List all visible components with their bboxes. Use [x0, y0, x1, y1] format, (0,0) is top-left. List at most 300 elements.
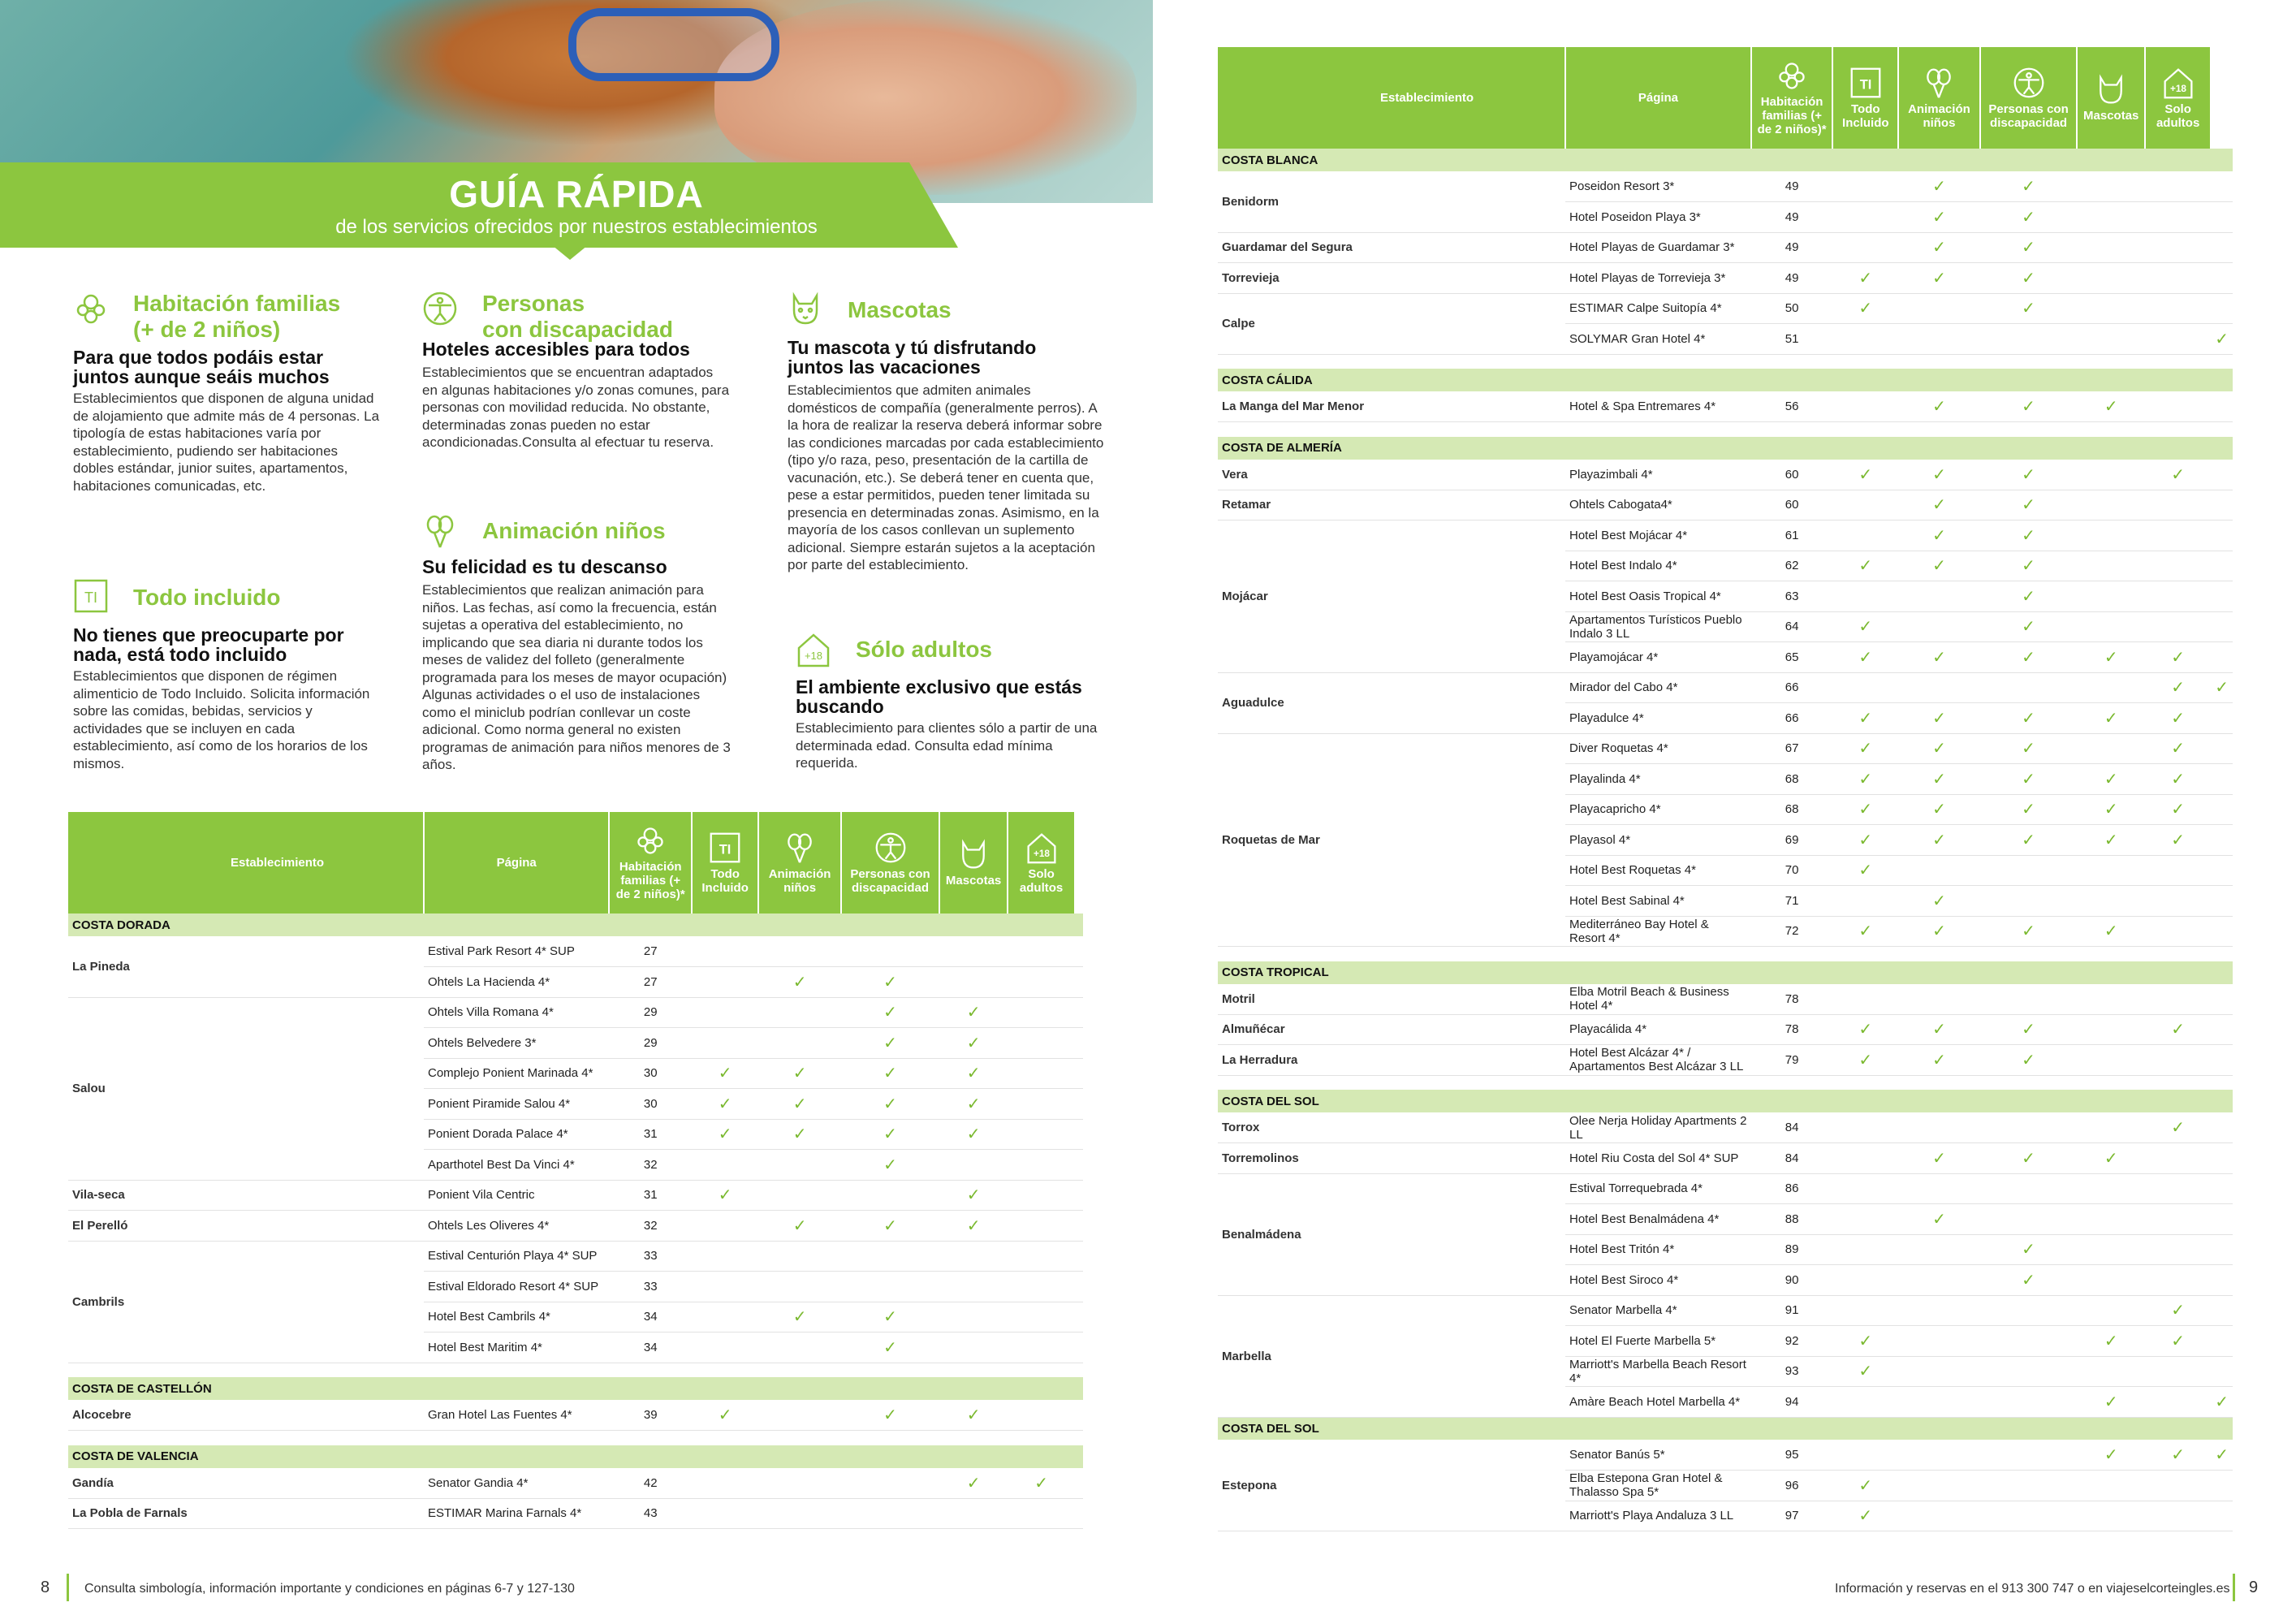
table-row	[1218, 733, 2233, 764]
page-cell: 39	[609, 1400, 692, 1431]
service-cell	[1008, 967, 1075, 998]
page-cell: 69	[1751, 825, 1832, 856]
service-cell	[2145, 764, 2211, 795]
table-row	[1218, 490, 2233, 520]
header-todo-incluido	[692, 812, 758, 914]
location-cell: Gandía	[68, 1468, 424, 1499]
check-icon: ✓	[1932, 801, 1946, 819]
check-icon: ✓	[1932, 1149, 1946, 1168]
service-cell	[1898, 855, 1979, 886]
page-cell: 27	[609, 936, 692, 967]
service-cell	[2077, 672, 2145, 703]
pet-icon	[943, 838, 1003, 870]
check-icon: ✓	[2022, 208, 2035, 227]
service-cell	[2145, 611, 2211, 642]
service-cell	[1980, 581, 2078, 612]
service-cell	[841, 1028, 939, 1059]
service-cell	[2145, 1440, 2211, 1471]
hotel-name: Mirador del Cabo 4*	[1565, 672, 1751, 703]
service-cell	[2145, 1173, 2211, 1204]
service-cell	[1832, 916, 1898, 947]
service-cell	[1832, 460, 1898, 490]
service-cell	[1980, 1471, 2078, 1501]
service-cell	[1980, 1440, 2078, 1471]
service-cell	[1832, 672, 1898, 703]
check-icon: ✓	[1858, 269, 1873, 287]
hotel-name: Ohtels Les Oliveres 4*	[424, 1211, 609, 1242]
check-icon: ✓	[2215, 1393, 2229, 1411]
check-icon: ✓	[883, 1308, 897, 1327]
page-cell: 49	[1751, 232, 1832, 263]
service-cell	[1980, 202, 2078, 233]
right-page-number: 9	[2249, 1579, 2259, 1596]
check-icon: ✓	[2171, 801, 2186, 819]
service-cell	[1832, 1501, 1898, 1531]
service-cell	[2211, 1234, 2233, 1265]
pet-icon	[788, 291, 823, 326]
legend-animacion-head: Animación niños	[482, 518, 666, 543]
hotel-name: Playamojácar 4*	[1565, 642, 1751, 673]
page-cell: 33	[609, 1241, 692, 1272]
check-icon: ✓	[883, 1155, 897, 1174]
service-cell	[2211, 1295, 2233, 1326]
service-cell	[2077, 764, 2145, 795]
check-icon: ✓	[2022, 465, 2035, 484]
service-cell	[692, 997, 758, 1028]
service-cell	[1008, 1498, 1075, 1529]
service-cell	[2077, 1204, 2145, 1235]
service-cell	[692, 1400, 758, 1431]
check-icon: ✓	[1858, 862, 1873, 880]
adults-only-icon	[1012, 831, 1071, 864]
service-cell	[2145, 460, 2211, 490]
region-label: COSTA CÁLIDA	[1218, 369, 2233, 391]
service-cell	[1008, 1272, 1075, 1302]
check-icon: ✓	[883, 1004, 897, 1022]
check-icon: ✓	[1034, 1474, 1048, 1492]
hotel-name: Senator Banús 5*	[1565, 1440, 1751, 1471]
service-cell	[2145, 703, 2211, 734]
header-establecimiento	[68, 812, 424, 914]
hotel-name: Complejo Ponient Marinada 4*	[424, 1058, 609, 1089]
table-row	[1218, 232, 2233, 263]
service-cell	[2211, 324, 2233, 355]
page-cell: 66	[1751, 672, 1832, 703]
service-cell	[692, 1119, 758, 1150]
page-cell: 67	[1751, 733, 1832, 764]
service-cell	[758, 1272, 841, 1302]
balloons-icon	[762, 831, 837, 864]
check-icon: ✓	[883, 1406, 897, 1424]
service-cell	[841, 1332, 939, 1363]
check-icon: ✓	[2171, 465, 2186, 484]
service-cell	[2077, 460, 2145, 490]
service-cell	[2077, 1295, 2145, 1326]
service-cell	[1980, 1295, 2078, 1326]
service-cell	[939, 1089, 1008, 1120]
service-cell	[2145, 1356, 2211, 1387]
hotel-name: Marriott's Marbella Beach Resort 4*	[1565, 1356, 1751, 1387]
service-cell	[2077, 825, 2145, 856]
header-animacion	[758, 812, 841, 914]
header-adultos-label: Solo adultos	[2156, 102, 2200, 130]
table-row	[1218, 171, 2233, 202]
service-cell	[841, 936, 939, 967]
check-icon: ✓	[718, 1406, 732, 1424]
service-cell	[2211, 672, 2233, 703]
service-cell	[2145, 202, 2211, 233]
service-cell	[2145, 984, 2211, 1015]
check-icon: ✓	[1932, 922, 1946, 941]
service-cell	[758, 1028, 841, 1059]
service-cell	[1898, 1295, 1979, 1326]
header-todo-incluido-label: Todo Incluido	[701, 866, 749, 895]
service-cell	[2145, 1387, 2211, 1418]
hotel-name: Hotel Best Cambrils 4*	[424, 1302, 609, 1332]
service-cell	[1832, 611, 1898, 642]
service-cell	[939, 1180, 1008, 1211]
check-icon: ✓	[1932, 269, 1946, 287]
legend-mascotas-head: Mascotas	[848, 297, 952, 322]
service-cell	[2211, 1356, 2233, 1387]
service-cell	[1832, 490, 1898, 520]
check-icon: ✓	[883, 1338, 897, 1357]
service-cell	[1898, 232, 1979, 263]
check-icon: ✓	[2104, 801, 2118, 819]
service-cell	[1832, 1112, 1898, 1143]
service-cell	[1832, 1387, 1898, 1418]
service-cell	[1832, 391, 1898, 422]
check-icon: ✓	[2104, 709, 2118, 728]
check-icon: ✓	[1858, 1021, 1873, 1039]
service-cell	[2145, 794, 2211, 825]
header-adultos	[1008, 812, 1075, 914]
check-icon: ✓	[2022, 1051, 2035, 1069]
service-cell	[2145, 551, 2211, 581]
service-cell	[1980, 886, 2078, 917]
check-icon: ✓	[966, 1095, 981, 1113]
service-cell	[1980, 855, 2078, 886]
service-cell	[1075, 997, 1083, 1028]
service-cell	[2145, 672, 2211, 703]
check-icon: ✓	[966, 1186, 981, 1205]
header-pagina	[424, 812, 609, 914]
service-cell	[758, 1119, 841, 1150]
service-cell	[2145, 520, 2211, 551]
service-cell	[2145, 1265, 2211, 1296]
page-cell: 30	[609, 1089, 692, 1120]
service-cell	[1832, 1265, 1898, 1296]
service-cell	[1008, 1089, 1075, 1120]
check-icon: ✓	[883, 1065, 897, 1083]
check-icon: ✓	[1932, 178, 1946, 196]
check-icon: ✓	[2022, 831, 2035, 849]
location-cell: Benalmádena	[1218, 1173, 1565, 1295]
check-icon: ✓	[1932, 557, 1946, 576]
balloons-icon	[1902, 67, 1975, 99]
legend-mascotas-txt: Establecimientos que admiten animales domésticos de compañía (generalmente perros). A la hora de realizar la reserva deberá informar sobre las condiciones marcadas por cada establecimiento (tipo y/o raza, peso, presentación de la cartilla de vacunación, etc.). Se deberá tener en cuenta que, pese a estar permitidos, pueden tener limitada su presencia en determinadas zonas. Asimismo, en la mayoría de los casos conllevan un suplemento adicional. Siempre estarán sujetos a la aceptación por parte del establecimiento.	[788, 382, 1104, 572]
table-row	[68, 1241, 1083, 1272]
service-cell	[1075, 1241, 1083, 1272]
accessibility-icon	[845, 831, 935, 864]
service-cell	[1832, 703, 1898, 734]
service-cell	[2145, 855, 2211, 886]
check-icon: ✓	[1932, 398, 1946, 416]
service-cell	[1980, 324, 2078, 355]
location-cell: Torremolinos	[1218, 1143, 1565, 1174]
service-cell	[2077, 916, 2145, 947]
service-cell	[2145, 825, 2211, 856]
service-cell	[1832, 1295, 1898, 1326]
service-cell	[1898, 1501, 1979, 1531]
right-footer-text: Información y reservas en el 913 300 747 o en viajeselcorteingles.es	[1835, 1582, 2230, 1596]
service-cell	[1832, 1014, 1898, 1045]
hotel-name: Apartamentos Turísticos Pueblo Indalo 3 LL	[1565, 611, 1751, 642]
service-cell	[2077, 1326, 2145, 1357]
service-cell	[1008, 1028, 1075, 1059]
check-icon: ✓	[2022, 526, 2035, 545]
service-cell	[2077, 551, 2145, 581]
legend-discapacidad	[422, 291, 739, 469]
service-cell	[939, 1058, 1008, 1089]
service-cell	[2145, 733, 2211, 764]
page-cell: 78	[1751, 984, 1832, 1015]
service-cell	[1832, 794, 1898, 825]
legend-mascotas	[788, 291, 1112, 599]
legend-todo	[73, 578, 390, 781]
service-cell	[1980, 1387, 2078, 1418]
page-cell: 50	[1751, 293, 1832, 324]
check-icon: ✓	[2171, 709, 2186, 728]
service-cell	[2211, 1387, 2233, 1418]
left-footer-bar	[67, 1574, 69, 1601]
page-cell: 29	[609, 1028, 692, 1059]
service-cell	[1008, 1302, 1075, 1332]
location-cell: Roquetas de Mar	[1218, 733, 1565, 947]
page-cell: 56	[1751, 391, 1832, 422]
service-cell	[2145, 642, 2211, 673]
service-cell	[2145, 324, 2211, 355]
service-cell	[1075, 1302, 1083, 1332]
page-cell: 68	[1751, 794, 1832, 825]
all-inclusive-icon	[73, 578, 109, 614]
service-cell	[692, 1180, 758, 1211]
check-icon: ✓	[2171, 648, 2186, 667]
photo-goggles	[568, 8, 779, 81]
service-cell	[841, 967, 939, 998]
service-cell	[1898, 794, 1979, 825]
service-cell	[1980, 764, 2078, 795]
service-cell	[1980, 1045, 2078, 1076]
check-icon: ✓	[1932, 1021, 1946, 1039]
check-icon: ✓	[1858, 922, 1873, 941]
table-row	[1218, 293, 2233, 324]
region-row	[1218, 1090, 2233, 1112]
service-cell	[1898, 611, 1979, 642]
service-cell	[2211, 794, 2233, 825]
service-cell	[2077, 703, 2145, 734]
service-cell	[1075, 1058, 1083, 1089]
location-cell: La Manga del Mar Menor	[1218, 391, 1565, 422]
check-icon: ✓	[966, 1125, 981, 1144]
svg-text:+18: +18	[804, 650, 823, 662]
check-icon: ✓	[718, 1065, 732, 1083]
service-cell	[1832, 551, 1898, 581]
service-cell	[2145, 1112, 2211, 1143]
service-cell	[2211, 520, 2233, 551]
check-icon: ✓	[1932, 526, 1946, 545]
service-cell	[1980, 984, 2078, 1015]
check-icon: ✓	[1858, 300, 1873, 318]
service-cell	[2077, 202, 2145, 233]
service-cell	[758, 1400, 841, 1431]
service-cell	[939, 1211, 1008, 1242]
check-icon: ✓	[1932, 1051, 1946, 1069]
table-row	[68, 1468, 1083, 1499]
service-cell	[1832, 1471, 1898, 1501]
check-icon: ✓	[1858, 648, 1873, 667]
service-cell	[2077, 642, 2145, 673]
region-row	[1218, 1417, 2233, 1440]
location-cell: Torrox	[1218, 1112, 1565, 1143]
header-mascotas-label: Mascotas	[945, 874, 1002, 888]
hotel-name: Marriott's Playa Andaluza 3 LL	[1565, 1501, 1751, 1531]
check-icon: ✓	[1858, 465, 1873, 484]
service-cell	[1980, 611, 2078, 642]
hotel-name: Hotel Best Alcázar 4* / Apartamentos Best Alcázar 3 LL	[1565, 1045, 1751, 1076]
service-cell	[1008, 1241, 1075, 1272]
check-icon: ✓	[2022, 770, 2035, 788]
check-icon: ✓	[1932, 740, 1946, 758]
legend-adultos-txt: Establecimiento para clientes sólo a partir de una determinada edad. Consulta edad mínima requerida.	[796, 720, 1098, 771]
service-cell	[1898, 263, 1979, 294]
service-cell	[2077, 263, 2145, 294]
service-cell	[1832, 1356, 1898, 1387]
service-cell	[2145, 391, 2211, 422]
hotel-name: Playacálida 4*	[1565, 1014, 1751, 1045]
service-cell	[2077, 171, 2145, 202]
table-row	[68, 997, 1083, 1028]
service-cell	[1898, 1143, 1979, 1174]
hotel-name: ESTIMAR Marina Farnals 4*	[424, 1498, 609, 1529]
location-cell: Guardamar del Segura	[1218, 232, 1565, 263]
service-cell	[1898, 1356, 1979, 1387]
check-icon: ✓	[792, 1125, 807, 1144]
check-icon: ✓	[2171, 1446, 2186, 1464]
service-cell	[939, 1028, 1008, 1059]
service-cell	[1008, 1150, 1075, 1181]
service-cell	[2077, 1440, 2145, 1471]
service-cell	[841, 1241, 939, 1272]
page-cell: 31	[609, 1119, 692, 1150]
page-cell: 66	[1751, 703, 1832, 734]
service-cell	[2077, 232, 2145, 263]
service-cell	[1980, 825, 2078, 856]
table-row	[1218, 1112, 2233, 1143]
hotel-name: Hotel Poseidon Playa 3*	[1565, 202, 1751, 233]
service-cell	[1008, 1332, 1075, 1363]
check-icon: ✓	[1932, 1210, 1946, 1229]
service-cell	[1075, 1498, 1083, 1529]
check-icon: ✓	[2104, 648, 2118, 667]
service-cell	[2077, 520, 2145, 551]
hotel-name: Olee Nerja Holiday Apartments 2 LL	[1565, 1112, 1751, 1143]
table-row	[1218, 1143, 2233, 1174]
region-row	[1218, 369, 2233, 391]
service-cell	[2145, 581, 2211, 612]
legend-familias-head: Habitación familias (+ de 2 niños)	[133, 291, 341, 342]
service-cell	[2211, 703, 2233, 734]
service-cell	[758, 1150, 841, 1181]
hotel-name: Hotel & Spa Entremares 4*	[1565, 391, 1751, 422]
service-cell	[758, 936, 841, 967]
check-icon: ✓	[1932, 709, 1946, 728]
service-cell	[2145, 293, 2211, 324]
check-icon: ✓	[1932, 770, 1946, 788]
header-discapacidad	[1980, 47, 2078, 149]
hotel-name: Playazimbali 4*	[1565, 460, 1751, 490]
table-row	[68, 1180, 1083, 1211]
page-cell: 95	[1751, 1440, 1832, 1471]
legend-familias	[73, 291, 382, 502]
hotel-name: Aparthotel Best Da Vinci 4*	[424, 1150, 609, 1181]
service-cell	[2077, 733, 2145, 764]
service-cell	[1898, 1265, 1979, 1296]
service-cell	[2145, 263, 2211, 294]
page-cell: 63	[1751, 581, 1832, 612]
service-cell	[1898, 324, 1979, 355]
check-icon: ✓	[2215, 1446, 2229, 1464]
page-cell: 65	[1751, 642, 1832, 673]
service-cell	[1980, 551, 2078, 581]
check-icon: ✓	[966, 1406, 981, 1424]
service-cell	[692, 967, 758, 998]
service-cell	[758, 1302, 841, 1332]
service-cell	[1898, 1440, 1979, 1471]
service-cell	[1832, 1204, 1898, 1235]
page-cell: 34	[609, 1332, 692, 1363]
hotel-name: SOLYMAR Gran Hotel 4*	[1565, 324, 1751, 355]
hotel-name: Estival Eldorado Resort 4* SUP	[424, 1272, 609, 1302]
service-cell	[1832, 855, 1898, 886]
service-cell	[1898, 1112, 1979, 1143]
check-icon: ✓	[2022, 1021, 2035, 1039]
check-icon: ✓	[1858, 740, 1873, 758]
check-icon: ✓	[2171, 831, 2186, 849]
check-icon: ✓	[2022, 269, 2035, 287]
table-spacer	[68, 1431, 1083, 1445]
service-cell	[2077, 1173, 2145, 1204]
service-cell	[1832, 1173, 1898, 1204]
check-icon: ✓	[1858, 557, 1873, 576]
hotel-name: Hotel Playas de Guardamar 3*	[1565, 232, 1751, 263]
service-cell	[2077, 581, 2145, 612]
check-icon: ✓	[2171, 1302, 2186, 1320]
region-row	[1218, 149, 2233, 171]
check-icon: ✓	[2022, 587, 2035, 606]
check-icon: ✓	[883, 973, 897, 991]
service-cell	[1898, 984, 1979, 1015]
service-cell	[2211, 1112, 2233, 1143]
region-row	[1218, 437, 2233, 460]
service-cell	[2145, 490, 2211, 520]
table-spacer	[1218, 422, 2233, 437]
check-icon: ✓	[1858, 770, 1873, 788]
service-cell	[1832, 324, 1898, 355]
service-cell	[1898, 551, 1979, 581]
page-cell: 96	[1751, 1471, 1832, 1501]
check-icon: ✓	[2022, 496, 2035, 515]
